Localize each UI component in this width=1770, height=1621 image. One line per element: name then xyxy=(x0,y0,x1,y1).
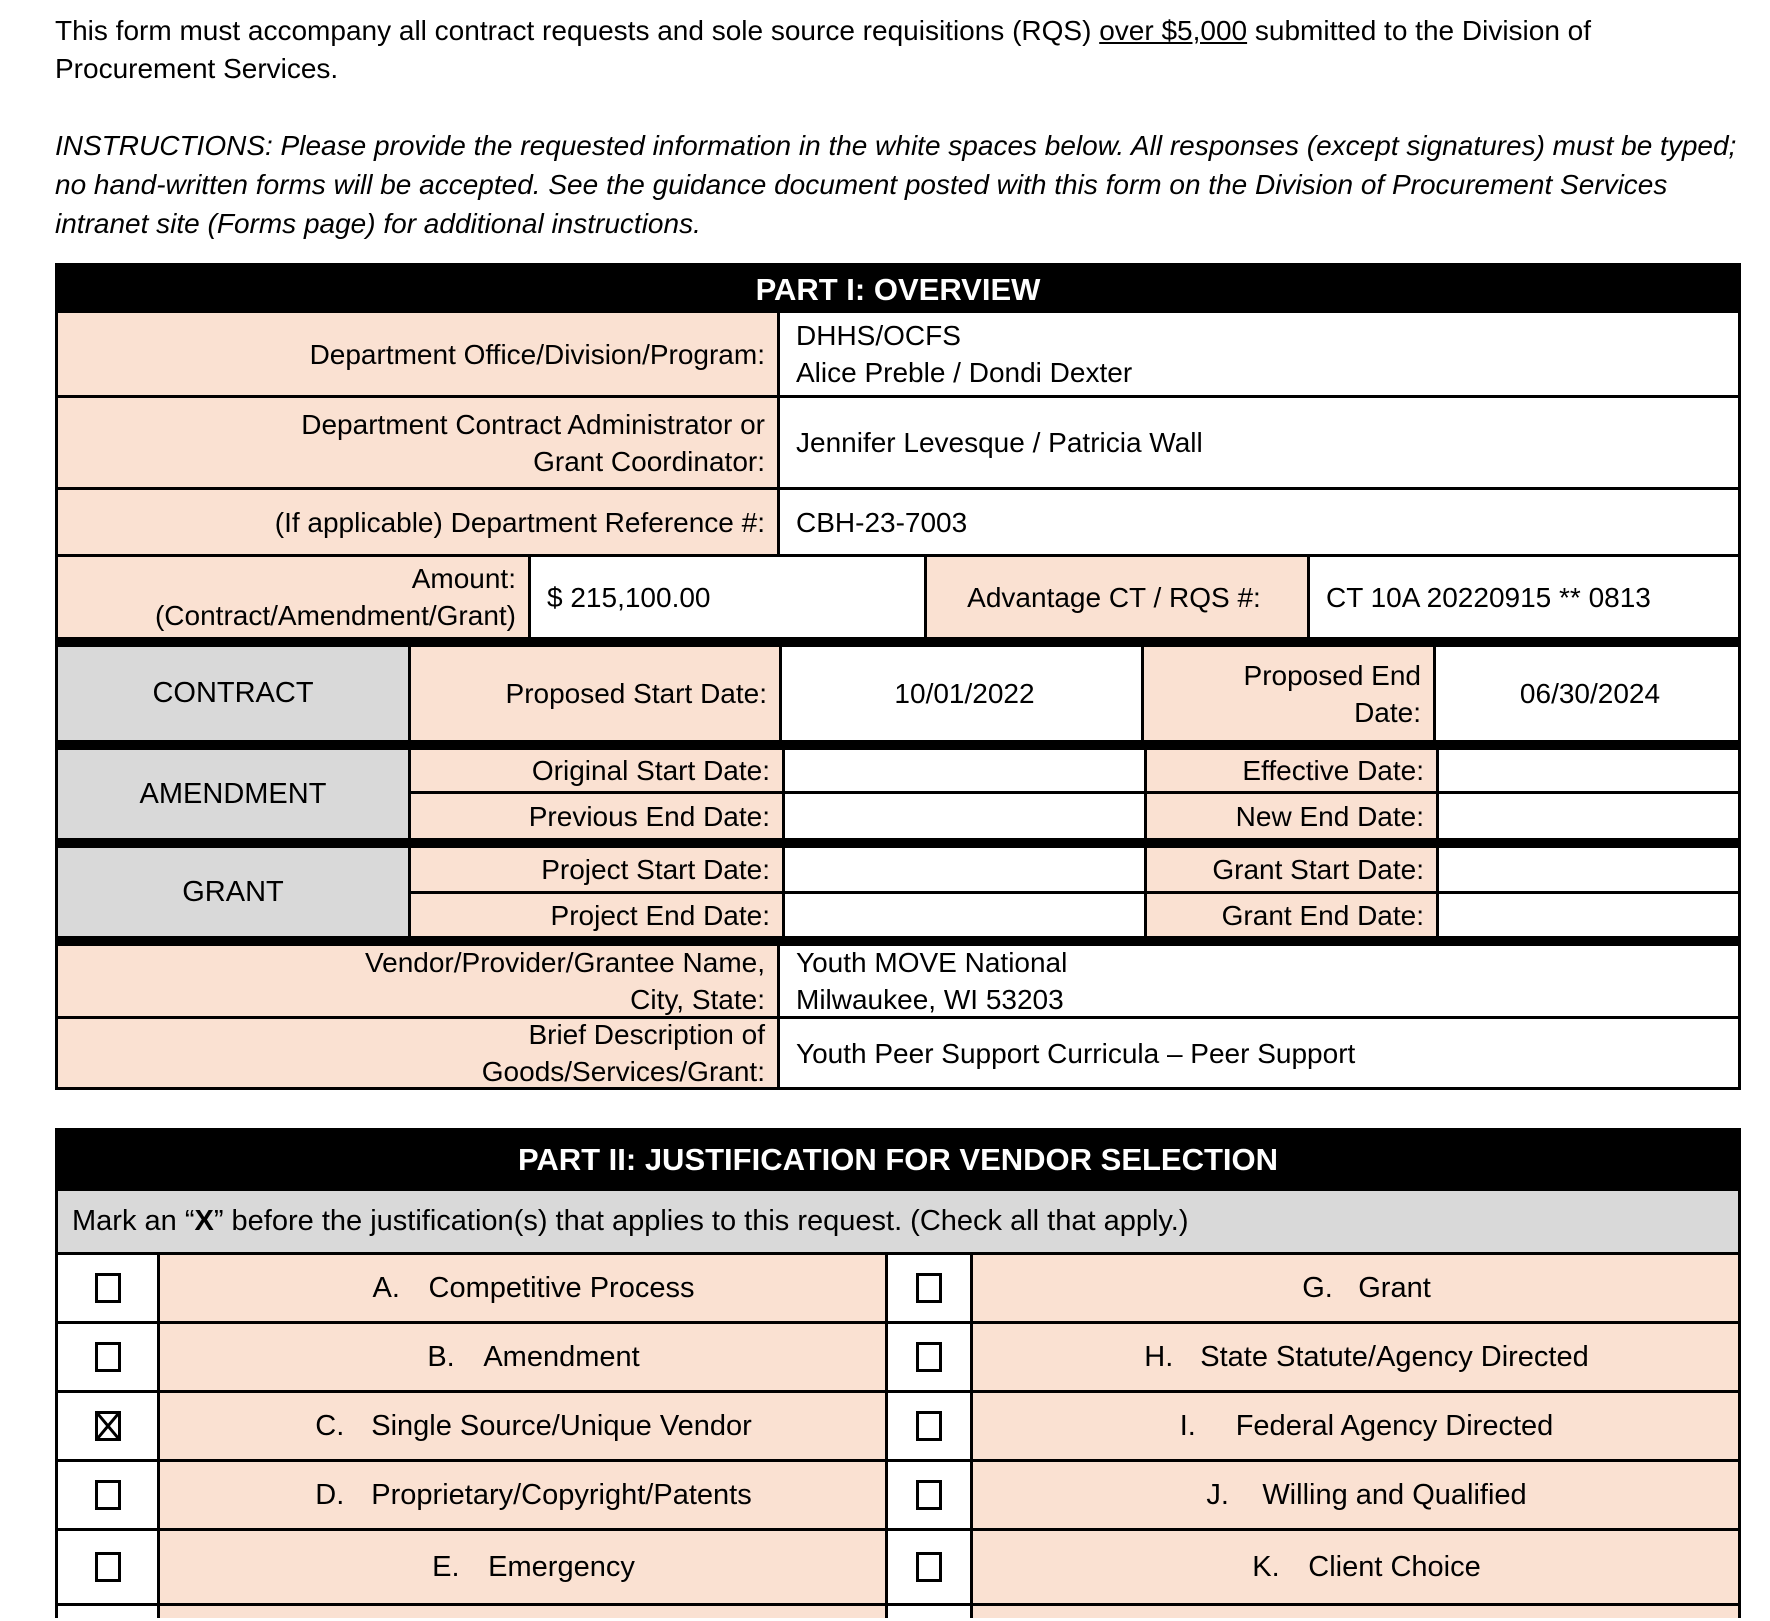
amendment-section-label: AMENDMENT xyxy=(58,750,408,838)
checkbox-h-icon xyxy=(916,1342,942,1372)
option-h-label: H. State Statute/Agency Directed xyxy=(970,1324,1738,1390)
instructions-paragraph: INSTRUCTIONS: Please provide the requested information in the white spaces below. All responses (except signatures) must be typed; no hand-written forms will be accepted. See the guidance document posted with this form on the Division of Procurement Services intranet site (Forms page) for additional instructions. xyxy=(55,130,1737,239)
checkbox-a[interactable] xyxy=(58,1255,157,1321)
checkbox-e-icon xyxy=(95,1552,121,1582)
grant-end-date-field[interactable] xyxy=(1436,894,1738,936)
checkbox-i-icon xyxy=(916,1411,942,1441)
vendor-label: Vendor/Provider/Grantee Name, City, State: xyxy=(58,946,777,1016)
part1-header: PART I: OVERVIEW xyxy=(58,266,1738,313)
partial-option-cell xyxy=(157,1606,885,1618)
grant-end-date-label: Grant End Date: xyxy=(1144,894,1436,936)
contract-admin-row xyxy=(58,395,1738,487)
option-row-e-k xyxy=(58,1528,1738,1603)
grant-block xyxy=(58,838,1738,936)
checkbox-k[interactable] xyxy=(885,1531,970,1603)
grant-section-label: GRANT xyxy=(58,848,408,936)
project-start-date-field[interactable] xyxy=(782,848,1144,891)
option-row-d-j xyxy=(58,1459,1738,1528)
option-i-label: I. Federal Agency Directed xyxy=(970,1393,1738,1459)
checkbox-c[interactable] xyxy=(58,1393,157,1459)
checkbox-b[interactable] xyxy=(58,1324,157,1390)
checkbox-g[interactable] xyxy=(885,1255,970,1321)
dept-office-row xyxy=(58,313,1738,395)
advantage-label: Advantage CT / RQS #: xyxy=(924,557,1307,637)
checkbox-k-icon xyxy=(916,1552,942,1582)
partial-checkbox-cell xyxy=(58,1606,157,1618)
checkbox-d[interactable] xyxy=(58,1462,157,1528)
advantage-value-field[interactable]: CT 10A 20220915 ** 0813 xyxy=(1307,557,1738,637)
amendment-row-1 xyxy=(411,750,1738,791)
grant-start-date-label: Grant Start Date: xyxy=(1144,848,1436,891)
effective-date-field[interactable] xyxy=(1436,750,1738,791)
checkbox-j[interactable] xyxy=(885,1462,970,1528)
vendor-value-line1: Youth MOVE National xyxy=(796,947,1068,978)
grant-start-date-field[interactable] xyxy=(1436,848,1738,891)
dept-reference-label: (If applicable) Department Reference #: xyxy=(58,490,777,554)
intro-underlined-amount: over $5,000 xyxy=(1099,15,1248,46)
dept-office-value-line1: DHHS/OCFS xyxy=(796,320,961,351)
option-j-label: J. Willing and Qualified xyxy=(970,1462,1738,1528)
intro-text-after: submitted to the Division of Procurement Services. xyxy=(55,15,1592,84)
part2-header: PART II: JUSTIFICATION FOR VENDOR SELECTION xyxy=(58,1131,1738,1188)
checkbox-g-icon xyxy=(916,1273,942,1303)
project-end-date-field[interactable] xyxy=(782,894,1144,936)
amount-label: Amount: (Contract/Amendment/Grant) xyxy=(58,557,528,637)
brief-description-label: Brief Description of Goods/Services/Grant: xyxy=(58,1019,777,1087)
option-row-partial xyxy=(58,1603,1738,1618)
amendment-block xyxy=(58,740,1738,838)
proposed-start-date-label: Proposed Start Date: xyxy=(408,647,779,740)
effective-date-label: Effective Date: xyxy=(1144,750,1436,791)
amount-row xyxy=(58,554,1738,637)
project-end-date-label: Project End Date: xyxy=(411,894,782,936)
vendor-value-line2: Milwaukee, WI 53203 xyxy=(796,984,1064,1015)
instruction-x: X xyxy=(194,1205,214,1237)
contract-admin-value-field[interactable]: Jennifer Levesque / Patricia Wall xyxy=(777,398,1738,487)
checkbox-a-icon xyxy=(95,1273,121,1303)
checkbox-j-icon xyxy=(916,1480,942,1510)
dept-office-value-line2: Alice Preble / Dondi Dexter xyxy=(796,357,1133,388)
amount-value-field[interactable]: $ 215,100.00 xyxy=(528,557,924,637)
option-a-label: A. Competitive Process xyxy=(157,1255,885,1321)
option-e-label: E. Emergency xyxy=(157,1531,885,1603)
vendor-row xyxy=(58,936,1738,1016)
dept-reference-value-field[interactable]: CBH-23-7003 xyxy=(777,490,1738,554)
dept-office-label: Department Office/Division/Program: xyxy=(58,313,777,395)
part2-instruction-row: Mark an “X” before the justification(s) that applies to this request. (Check all that apply.) xyxy=(58,1188,1738,1252)
checkbox-h[interactable] xyxy=(885,1324,970,1390)
option-g-label: G. Grant xyxy=(970,1255,1738,1321)
partial-checkbox-cell-2 xyxy=(885,1606,970,1618)
intro-paragraph xyxy=(55,12,1720,88)
checkbox-i[interactable] xyxy=(885,1393,970,1459)
grant-row-1 xyxy=(411,848,1738,891)
proposed-end-date-label: Proposed End Date: xyxy=(1141,647,1433,740)
dept-reference-row xyxy=(58,487,1738,554)
dept-office-value-field[interactable] xyxy=(777,313,1738,395)
part1-overview-table xyxy=(55,263,1741,1090)
original-start-date-field[interactable] xyxy=(782,750,1144,791)
contract-section-label: CONTRACT xyxy=(58,647,408,740)
brief-description-field[interactable]: Youth Peer Support Curricula – Peer Support xyxy=(777,1019,1738,1087)
option-b-label: B. Amendment xyxy=(157,1324,885,1390)
contract-row xyxy=(58,637,1738,740)
new-end-date-label: New End Date: xyxy=(1144,794,1436,838)
previous-end-date-field[interactable] xyxy=(782,794,1144,838)
checkbox-c-icon xyxy=(95,1411,121,1441)
checkbox-d-icon xyxy=(95,1480,121,1510)
contract-admin-label: Department Contract Administrator or Grant Coordinator: xyxy=(58,398,777,487)
proposed-start-date-field[interactable]: 10/01/2022 xyxy=(779,647,1141,740)
checkbox-b-icon xyxy=(95,1342,121,1372)
original-start-date-label: Original Start Date: xyxy=(411,750,782,791)
amendment-row-2 xyxy=(411,791,1738,838)
checkbox-e[interactable] xyxy=(58,1531,157,1603)
option-k-label: K. Client Choice xyxy=(970,1531,1738,1603)
part2-justification-table xyxy=(55,1128,1741,1618)
option-c-label: C. Single Source/Unique Vendor xyxy=(157,1393,885,1459)
brief-description-row xyxy=(58,1016,1738,1087)
previous-end-date-label: Previous End Date: xyxy=(411,794,782,838)
option-d-label: D. Proprietary/Copyright/Patents xyxy=(157,1462,885,1528)
vendor-value-field[interactable] xyxy=(777,946,1738,1016)
project-start-date-label: Project Start Date: xyxy=(411,848,782,891)
grant-row-2 xyxy=(411,891,1738,936)
proposed-end-date-field[interactable]: 06/30/2024 xyxy=(1433,647,1738,740)
option-row-a-g xyxy=(58,1252,1738,1321)
partial-option-cell-2 xyxy=(970,1606,1738,1618)
option-row-c-i xyxy=(58,1390,1738,1459)
intro-text-before: This form must accompany all contract requests and sole source requisitions (RQS) xyxy=(55,15,1100,46)
option-row-b-h xyxy=(58,1321,1738,1390)
new-end-date-field[interactable] xyxy=(1436,794,1738,838)
